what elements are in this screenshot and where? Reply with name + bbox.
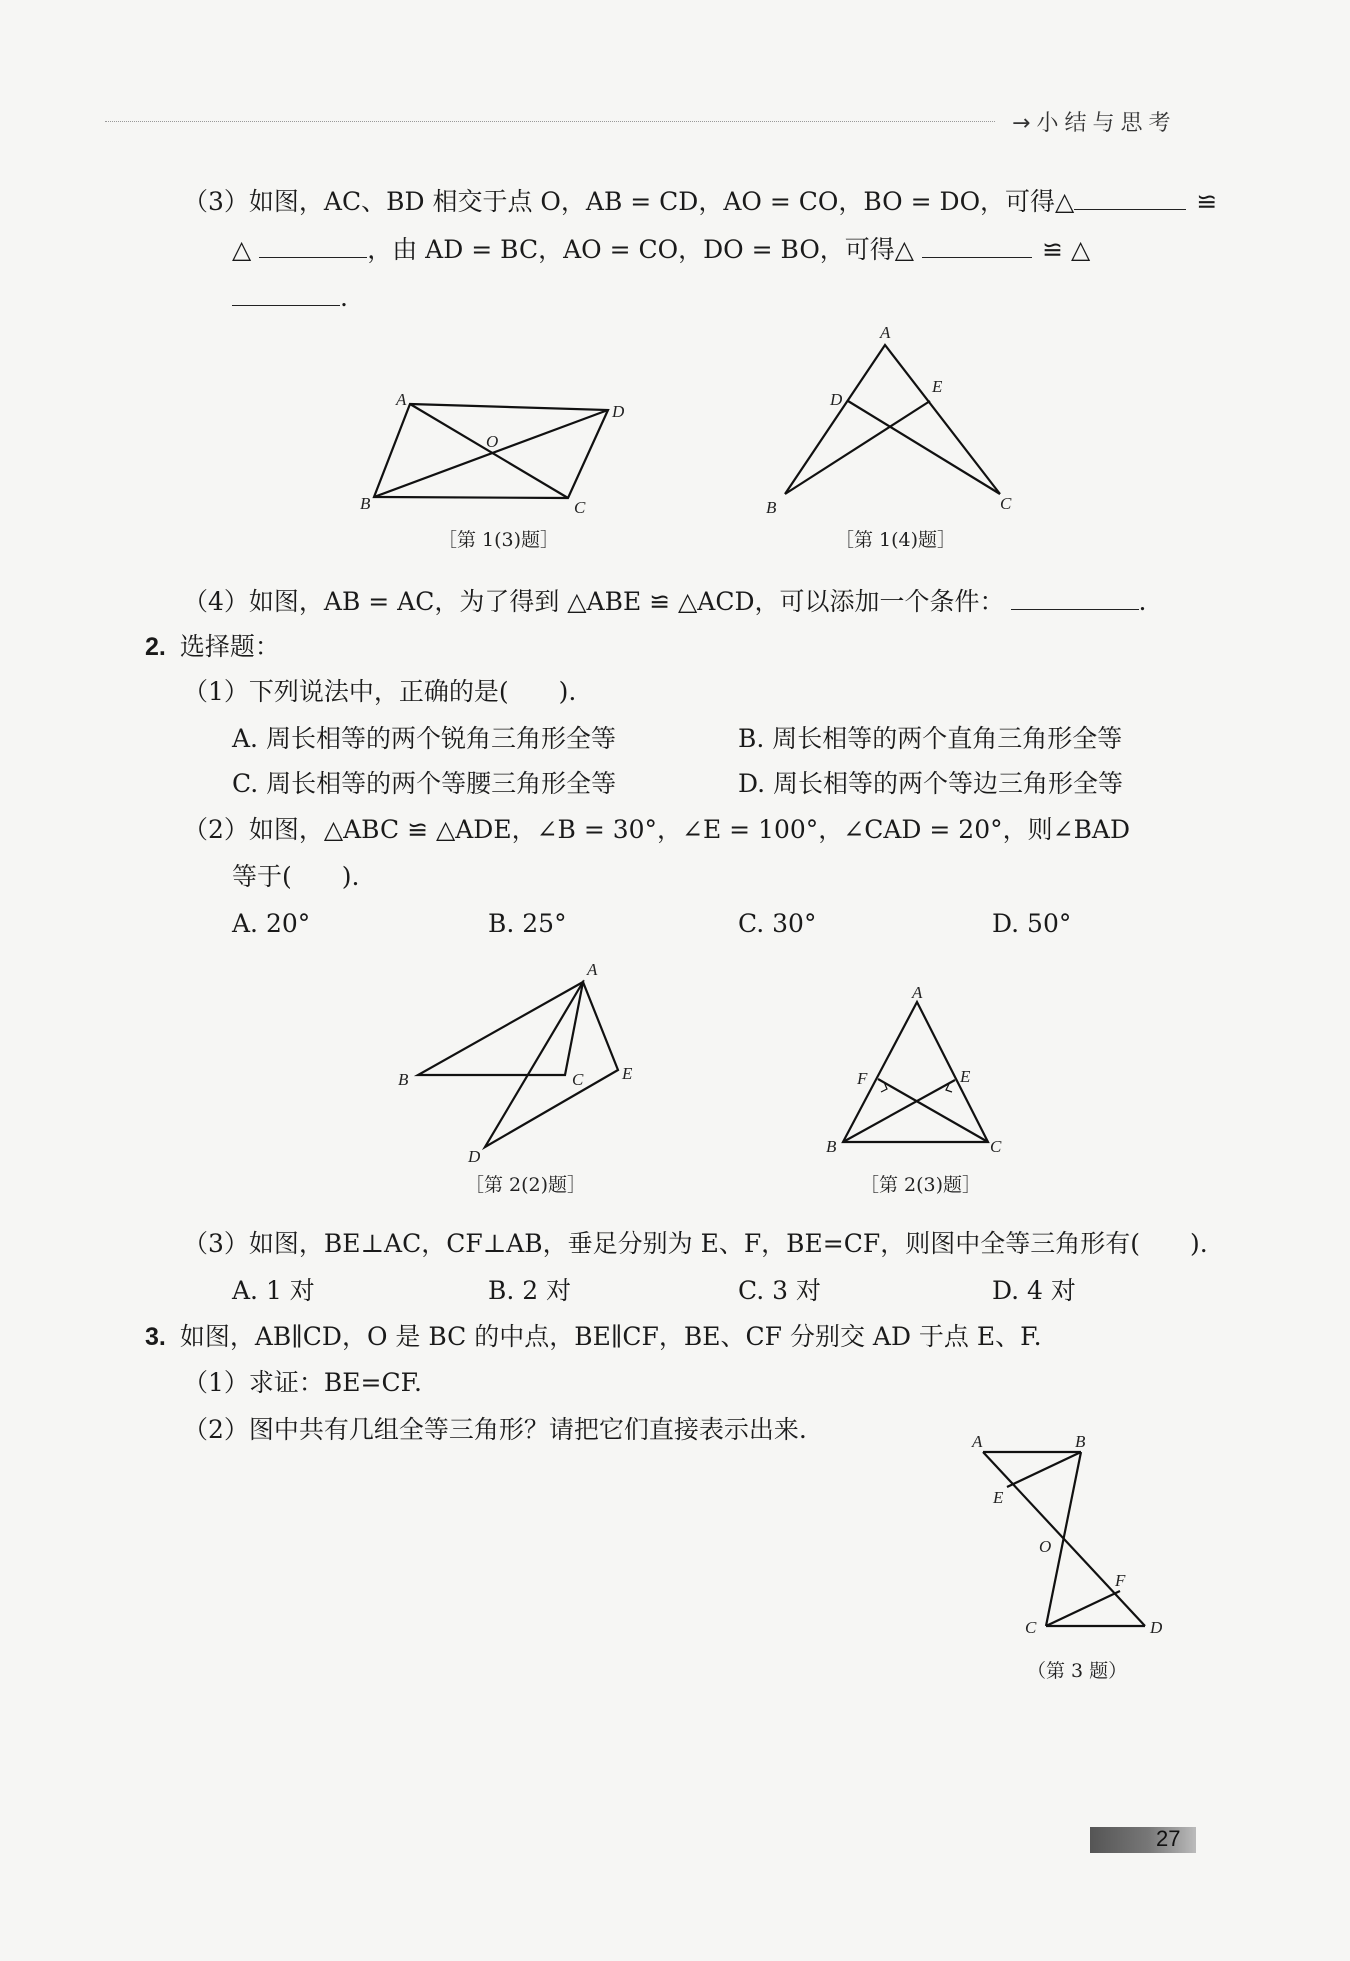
- label-O: O: [486, 432, 499, 451]
- q2-1-option-c[interactable]: C. 周长相等的两个等腰三角形全等: [232, 769, 617, 798]
- q2-3-option-d[interactable]: D. 4 对: [992, 1276, 1076, 1305]
- figure-2-2-caption: ［第 2(2)题］: [465, 1174, 587, 1196]
- answer-blank[interactable]: [232, 279, 340, 306]
- question-number: 3.: [145, 1323, 166, 1351]
- q1-4: （4）如图，AB = AC，为了得到 △ABE ≌ △ACD，可以添加一个条件： .: [183, 583, 1146, 619]
- label-F: F: [857, 1069, 868, 1088]
- q2-2-option-c[interactable]: C. 30°: [738, 909, 817, 938]
- q3-part2: （2）图中共有几组全等三角形？请把它们直接表示出来.: [183, 1415, 807, 1444]
- label-B: B: [360, 494, 371, 513]
- q2-1-option-b[interactable]: B. 周长相等的两个直角三角形全等: [738, 724, 1123, 753]
- label-A: A: [912, 983, 923, 1002]
- header-rule: [105, 121, 995, 122]
- label-E: E: [993, 1488, 1004, 1507]
- label-B: B: [766, 498, 777, 517]
- q2-1-option-d[interactable]: D. 周长相等的两个等边三角形全等: [738, 769, 1124, 798]
- figure-2-2: [390, 955, 650, 1170]
- q2-2-option-d[interactable]: D. 50°: [992, 909, 1072, 938]
- label-D: D: [468, 1147, 481, 1166]
- label-F: F: [1115, 1571, 1126, 1590]
- label-A: A: [880, 323, 891, 342]
- q2-2-stem2: 等于( ).: [232, 862, 360, 891]
- q2-3-option-b[interactable]: B. 2 对: [488, 1276, 572, 1305]
- label-C: C: [572, 1070, 584, 1089]
- q3-stem-line: 3. 如图，AB∥CD，O 是 BC 的中点，BE∥CF，BE、CF 分别交 AD 于点 E、F.: [145, 1322, 1042, 1351]
- q2-3-option-c[interactable]: C. 3 对: [738, 1276, 821, 1305]
- q2-2-stem1: （2）如图，△ABC ≌ △ADE，∠B = 30°，∠E = 100°，∠CAD = 20°，则∠BAD: [183, 815, 1131, 844]
- answer-blank[interactable]: [1074, 183, 1186, 210]
- q1-3-line3: .: [232, 279, 348, 315]
- q1-3-line2: △ ，由 AD = BC，AO = CO，DO = BO，可得△ ≌ △: [232, 231, 1090, 267]
- q2-heading: 2. 选择题：: [145, 632, 280, 661]
- answer-blank[interactable]: [1011, 583, 1139, 610]
- q2-1-option-a[interactable]: A. 周长相等的两个锐角三角形全等: [232, 724, 616, 753]
- label-A: A: [396, 390, 407, 409]
- label-B: B: [1075, 1432, 1086, 1451]
- q2-3-option-a[interactable]: A. 1 对: [232, 1276, 315, 1305]
- figure-3: [960, 1425, 1175, 1645]
- q2-2-option-b[interactable]: B. 25°: [488, 909, 567, 938]
- label-B: B: [398, 1070, 409, 1089]
- label-B: B: [826, 1137, 837, 1156]
- label-D: D: [1150, 1618, 1163, 1637]
- header-arrow: →: [1012, 111, 1037, 136]
- page-number: 27: [1156, 1826, 1181, 1851]
- figure-1-3-caption: ［第 1(3)题］: [438, 529, 560, 551]
- section-title: [1012, 106, 1176, 137]
- label-E: E: [960, 1067, 971, 1086]
- label-O: O: [1039, 1537, 1052, 1556]
- label-D: D: [612, 402, 625, 421]
- answer-blank[interactable]: [922, 231, 1032, 258]
- q2-1-stem: （1）下列说法中，正确的是( ).: [183, 677, 577, 706]
- question-number: 2.: [145, 633, 166, 661]
- label-A: A: [587, 960, 598, 979]
- figure-1-4: [760, 320, 1030, 520]
- label-C: C: [990, 1137, 1002, 1156]
- figure-2-3-caption: ［第 2(3)题］: [860, 1174, 982, 1196]
- label-C: C: [574, 498, 586, 517]
- figure-2-3: [822, 980, 1022, 1160]
- section-title-text: 小结与思考: [1036, 111, 1177, 136]
- figure-1-4-caption: ［第 1(4)题］: [835, 529, 957, 551]
- label-C: C: [1025, 1618, 1037, 1637]
- answer-blank[interactable]: [259, 231, 367, 258]
- label-C: C: [1000, 494, 1012, 513]
- q2-2-option-a[interactable]: A. 20°: [232, 909, 311, 938]
- figure-1-3: [350, 385, 640, 520]
- label-D: D: [830, 390, 843, 409]
- label-A: A: [972, 1432, 983, 1451]
- label-E: E: [622, 1064, 633, 1083]
- figure-3-caption: （第 3 题）: [1027, 1660, 1128, 1682]
- q3-part1: （1）求证：BE=CF.: [183, 1368, 423, 1397]
- q2-3-stem: （3）如图，BE⊥AC，CF⊥AB，垂足分别为 E、F，BE=CF，则图中全等三角形有( ).: [183, 1229, 1208, 1258]
- q1-3-line1: （3）如图，AC、BD 相交于点 O，AB = CD，AO = CO，BO = DO，可得△ ≌: [183, 183, 1217, 219]
- label-E: E: [932, 377, 943, 396]
